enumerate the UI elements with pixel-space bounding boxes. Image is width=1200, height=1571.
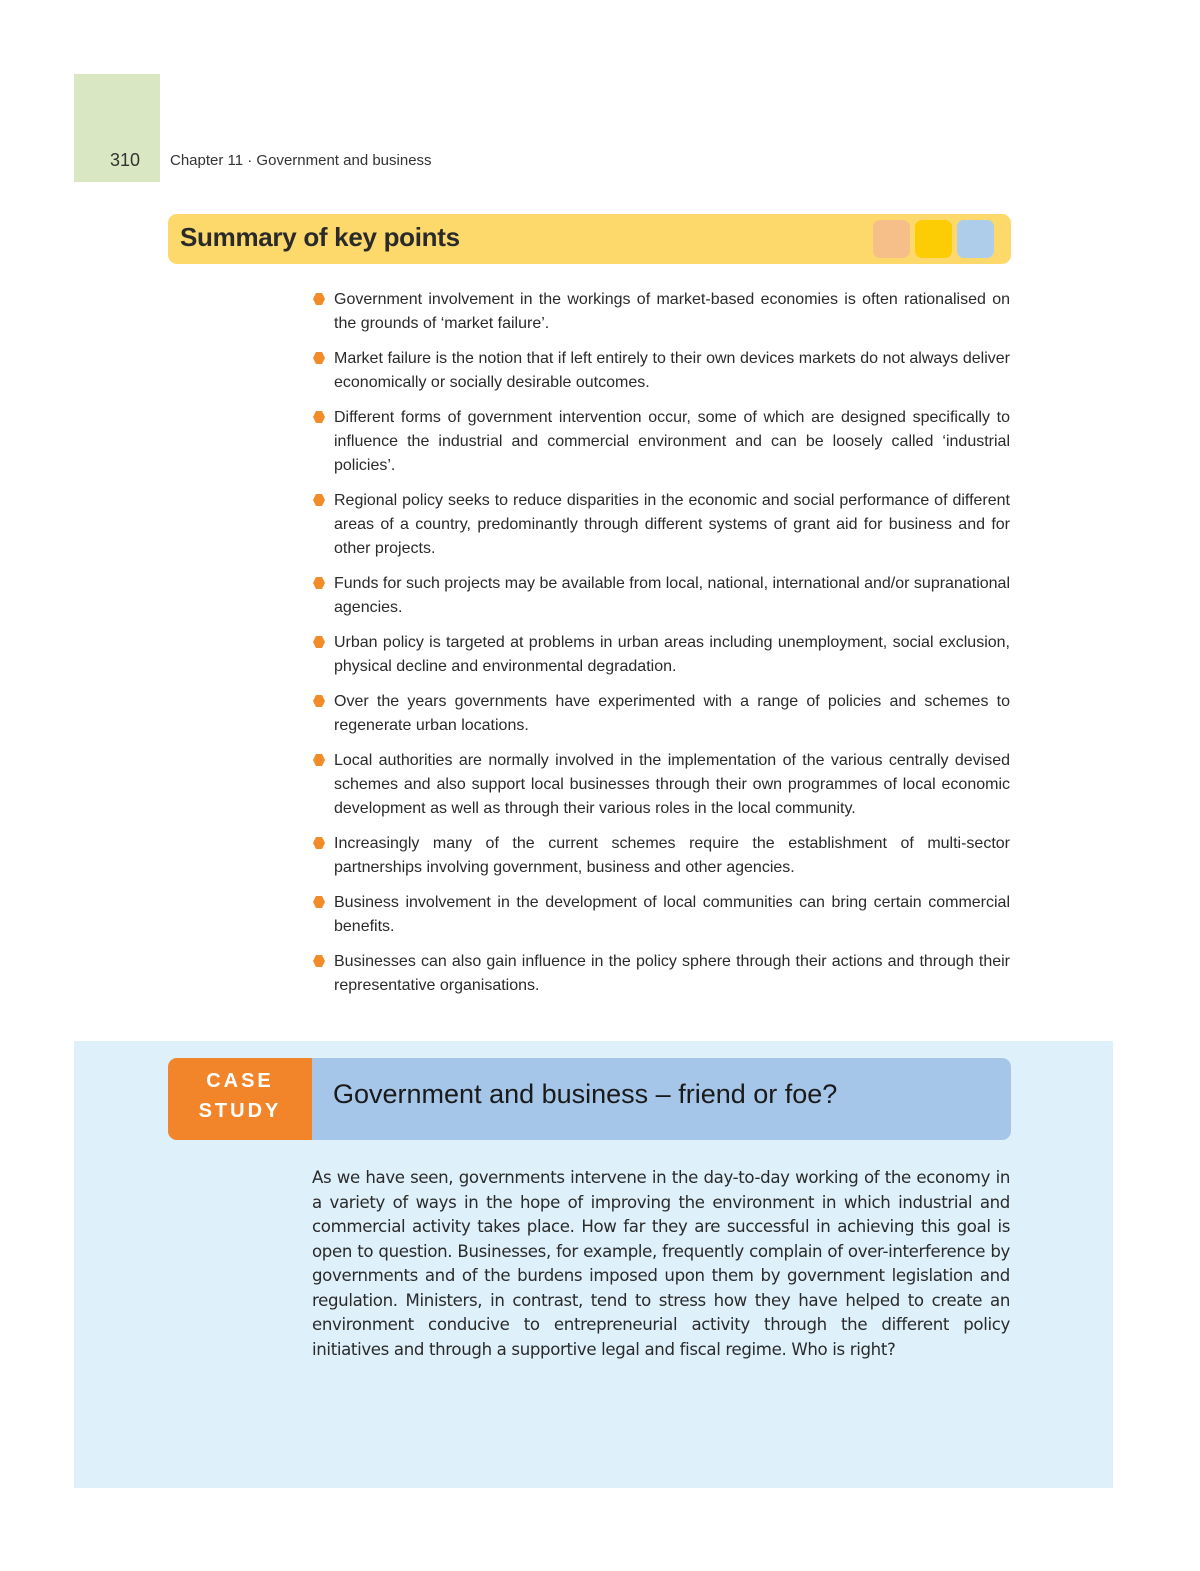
case-study-banner — [168, 1058, 1011, 1140]
key-point — [312, 347, 1010, 395]
key-points-list — [312, 288, 1010, 1009]
color-swatch-blue — [957, 220, 994, 258]
key-point-text: Business involvement in the development of local communities can bring certain commercial benefits. — [334, 894, 1010, 935]
key-point — [312, 950, 1010, 998]
bullet-icon — [313, 955, 325, 967]
key-point — [312, 572, 1010, 620]
key-point-text: Increasingly many of the current schemes require the establishment of multi-sector partnerships involving government, business and other agencies. — [334, 835, 1010, 876]
key-point-text: Market failure is the notion that if left entirely to their own devices markets do not always deliver economically or socially desirable outcomes. — [334, 350, 1010, 391]
key-point — [312, 749, 1010, 821]
case-label-line: STUDY — [198, 1100, 282, 1122]
summary-banner — [168, 214, 1011, 264]
case-study-body: As we have seen, governments intervene in the day-to-day working of the economy in a variety of ways in the hope of improving the environment in which industrial and commercial activity takes place. How far they are successful in achieving this goal is open to question. Businesses, for example, frequently complain of over-interference by governments and of the burdens imposed upon them by government legislation and regulation. Ministers, in contrast, tend to stress how they have helped to create an environment conducive to entrepreneurial activity through the different policy initiatives and through a supportive legal and fiscal regime. Who is right? — [312, 1168, 1010, 1359]
key-point-text: Urban policy is targeted at problems in urban areas including unemployment, social exclusion, physical decline and environmental degradation. — [334, 634, 1010, 675]
page-number: 310 — [110, 150, 141, 170]
key-point-text: Different forms of government intervention occur, some of which are designed specifically to influence the industrial and commercial environment and can be loosely called ‘industrial policies’. — [334, 409, 1010, 474]
key-point-text: Regional policy seeks to reduce disparities in the economic and social performance of different areas of a country, predominantly through different systems of grant aid for business and for other projects. — [334, 492, 1010, 557]
bullet-icon — [313, 896, 325, 908]
key-point — [312, 489, 1010, 561]
key-point-text: Funds for such projects may be available from local, national, international and/or supranational agencies. — [334, 575, 1010, 616]
key-point-text: Businesses can also gain influence in the policy sphere through their actions and through their representative organisations. — [334, 953, 1010, 994]
key-point-text: Over the years governments have experimented with a range of policies and schemes to regenerate urban locations. — [334, 693, 1010, 734]
bullet-icon — [313, 754, 325, 766]
bullet-icon — [313, 411, 325, 423]
key-point — [312, 406, 1010, 478]
summary-title: Summary of key points — [180, 222, 460, 252]
key-point-text: Local authorities are normally involved in the implementation of the various centrally devised schemes and also support local businesses through their own programmes of local economic development as well as through their various roles in the local community. — [334, 752, 1010, 817]
bullet-icon — [313, 695, 325, 707]
key-point — [312, 891, 1010, 939]
bullet-icon — [313, 494, 325, 506]
bullet-icon — [313, 352, 325, 364]
key-point — [312, 690, 1010, 738]
case-study-panel — [74, 1041, 1113, 1488]
bullet-icon — [313, 636, 325, 648]
color-swatch-yellow — [915, 220, 952, 258]
case-study-label — [168, 1058, 312, 1140]
key-point — [312, 832, 1010, 880]
bullet-icon — [313, 837, 325, 849]
key-point-text: Government involvement in the workings of market-based economies is often rationalised on the grounds of ‘market failure’. — [334, 291, 1010, 332]
key-point — [312, 631, 1010, 679]
running-head: Chapter 11 · Government and business — [170, 152, 432, 169]
case-study-title: Government and business – friend or foe? — [333, 1079, 838, 1109]
bullet-icon — [313, 293, 325, 305]
case-label-line: CASE — [206, 1070, 274, 1092]
color-swatch-orange — [873, 220, 910, 258]
bullet-icon — [313, 577, 325, 589]
key-point — [312, 288, 1010, 336]
